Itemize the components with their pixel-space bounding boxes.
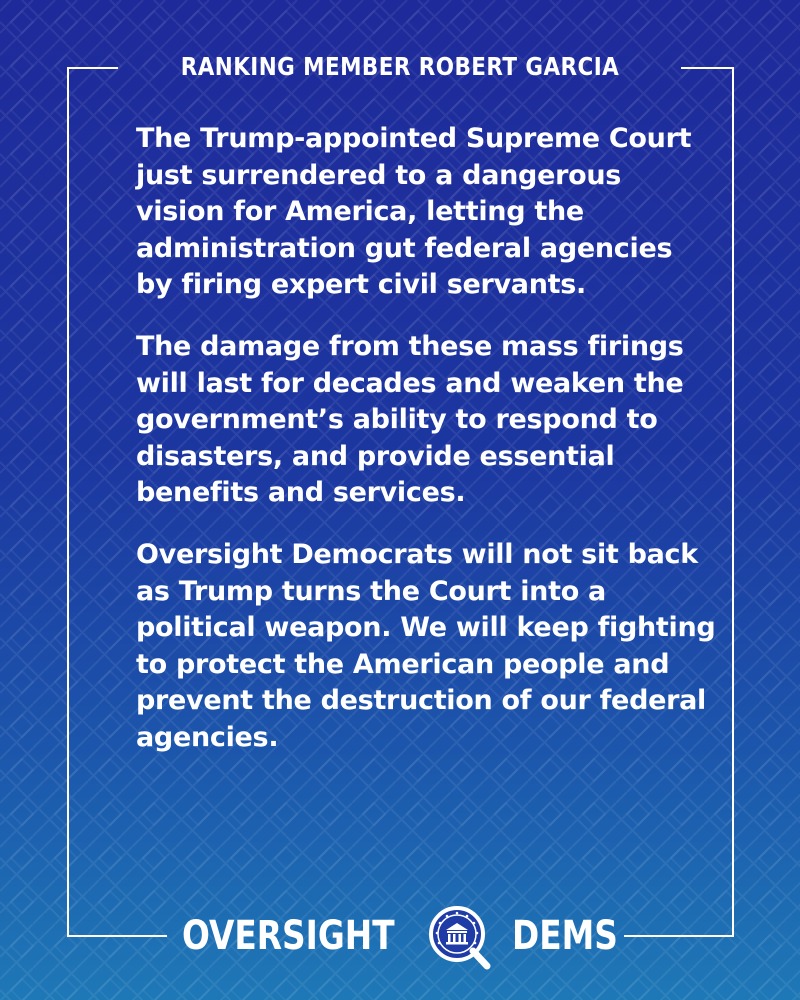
frame-line-bottom-left — [67, 935, 167, 937]
paragraph-1: The Trump-appointed Supreme Court just surrendered to a dangerous vision for America, letting the administration gut federal agencies by firing expert civil servants. — [136, 123, 692, 301]
paragraph-2: The damage from these mass firings will last for decades and weaken the government’s ability to respond to disasters, and provide essential benefits and services. — [136, 330, 684, 509]
magnifier-seal-icon — [425, 904, 493, 972]
frame-line-bottom-right — [624, 935, 734, 937]
speaker-heading: RANKING MEMBER ROBERT GARCIA — [180, 52, 620, 81]
frame-line-top-left — [67, 67, 118, 69]
logo-dems-text: DEMS — [512, 913, 618, 959]
statement-body — [136, 121, 716, 782]
logo-oversight-text: OVERSIGHT — [182, 913, 395, 959]
frame-line-top-right — [681, 67, 734, 69]
frame-line-right — [732, 67, 734, 937]
frame-line-left — [67, 67, 69, 937]
paragraph-3: Oversight Democrats will not sit back as Trump turns the Court into a political weapon. We will keep fighting to protect the American people and prevent the destruction of our federal agencies. — [136, 538, 716, 753]
